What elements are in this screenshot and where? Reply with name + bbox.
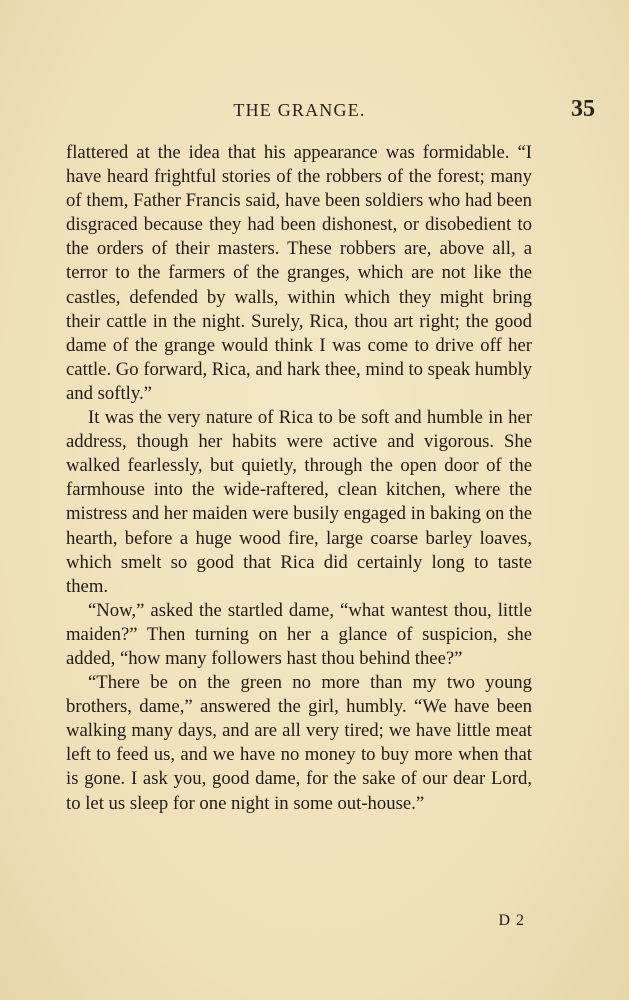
running-head: THE GRANGE. [233, 100, 366, 120]
body-text [66, 141, 532, 816]
page-header [66, 96, 595, 126]
paragraph: It was the very nature of Rica to be soft and humble in her address, though her habits were active and vigorous. She walked fearlessly, but quietly, through the open door of the farmhouse into the wide-raftered, clean kitchen, where the mistress and her maiden were busily engaged in baking on the hearth, before a huge wood fire, large coarse barley loaves, which smelt so good that Rica did certainly long to taste them. [66, 407, 532, 597]
page-number: 35 [571, 96, 595, 122]
paragraph: “Now,” asked the startled dame, “what wantest thou, little maiden?” Then turning on her a glance of suspicion, she added, “how many followers hast thou behind thee?” [66, 599, 532, 669]
paragraph: flattered at the idea that his appearance was formidable. “I have heard frightful stories of the robbers of the forest; many of them, Father Francis said, have been soldiers who had been disgraced because they had been dishonest, or disobedient to the orders of their masters. These robbers are, above all, a terror to the farmers of the granges, which are not like the castles, defended by walls, within which they might bring their cattle in the night. Surely, Rica, thou art right; the good dame of the grange would think I was come to drive off her cattle. Go forward, Rica, and hark thee, mind to speak humbly and softly.” [66, 142, 533, 404]
paragraph: “There be on the green no more than my two young brothers, dame,” answered the girl, humbly. “We have been walking many days, and are all very tired; we have little meat left to feed us, and we have no money to buy more when that is gone. I ask you, good dame, for the sake of our dear Lord, to let us sleep for one night in some out-house.” [66, 672, 532, 814]
signature-mark: D 2 [498, 912, 525, 929]
